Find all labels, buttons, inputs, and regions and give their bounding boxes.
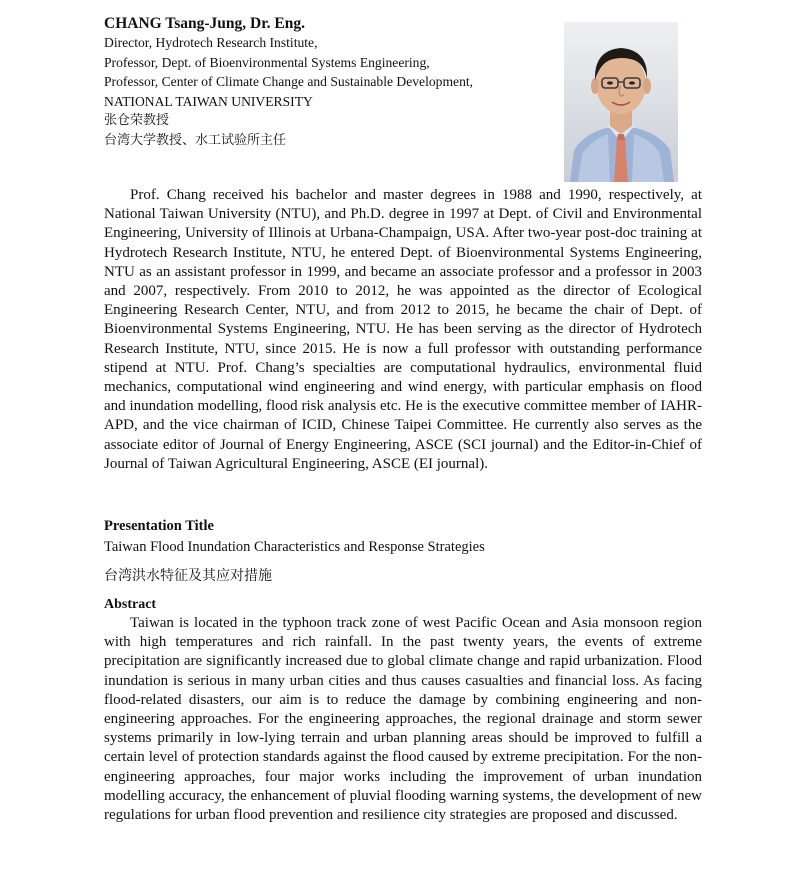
affiliation-line: Professor, Center of Climate Change and Sustainable Development, — [104, 74, 474, 89]
presentation-heading: Presentation Title — [104, 518, 214, 534]
speaker-name: CHANG Tsang-Jung, Dr. Eng. — [104, 15, 305, 32]
presentation-title-cn: 台湾洪水特征及其应对措施 — [104, 568, 272, 584]
affiliation-line: Professor, Dept. of Bioenvironmental Systems Engineering, — [104, 54, 430, 70]
abstract-paragraph: Taiwan is located in the typhoon track zone of west Pacific Ocean and Asia monsoon region with high temperatures and rich rainfall. In the past twenty years, the events of extreme precipitation are significantly increased due to global climate change and rapid urbanization. Flood inundation is serious in many urban cities and thus causes casualties and financial loss. As facing flood-related disasters, our aim is to reduce the damage by combining engineering and non-engineering approaches. For the engineering approaches, the regional drainage and storm sewer systems primarily in low-lying terrain and urban planning areas should be improved to fulfill a certain level of protection standards against the flood caused by extreme precipitation. For the non-engineering approaches, four major works including the improvement of urban inundation modelling accuracy, the enhancement of pluvial flooding warning systems, the development of new regulations for urban flood prevention and resilience city strategies are proposed and discussed. — [104, 615, 703, 824]
speaker-name-cn: 张仓荣教授 — [104, 113, 170, 128]
biography-paragraph: Prof. Chang received his bachelor and master degrees in 1988 and 1990, respectively, at National Taiwan University (NTU), and Ph.D. degree in 1997 at Dept. of Civil and Environmental Engineering, University of Illinois at Urbana-Champaign, USA. After two-year post-doc training at Hydrotech Research Institute, NTU, he entered Dept. of Bioenvironmental Systems Engineering, NTU as an assistant professor in 1999, and became an associate professor and a professor in 2003 and 2007, respectively. From 2010 to 2012, he was appointed as the director of Ecological Engineering Research Center, NTU, and from 2012 to 2015, he became the chair of Dept. of Bioenvironmental Systems Engineering, NTU. He has been serving as the director of Hydrotech Research Institute, NTU, since 2015. He is now a full professor with outstanding performance stipend at NTU. Prof. Chang’s specialties are computational hydraulics, environmental fluid mechanics, computational wind engineering and wind energy, with particular emphasis on flood and inundation modelling, flood risk analysis etc. He is the executive committee member of IAHR-APD, and the vice chairman of ICID, Chinese Taipei Committee. He currently also serves as the associate editor of Journal of Energy Engineering, ASCE (SCI journal) and the Editor-in-Chief of Journal of Taiwan Agricultural Engineering, ASCE (EI journal). — [104, 187, 702, 472]
presentation-title: Taiwan Flood Inundation Characteristics and Response Strategies — [104, 539, 485, 555]
speaker-header — [104, 14, 554, 150]
abstract-heading: Abstract — [104, 597, 157, 612]
speaker-title-cn: 台湾大学教授、水工试验所主任 — [104, 132, 287, 148]
affiliation-line: Director, Hydrotech Research Institute, — [104, 35, 318, 50]
affiliation-line: NATIONAL TAIWAN UNIVERSITY — [104, 93, 313, 109]
speaker-photo — [564, 22, 678, 182]
